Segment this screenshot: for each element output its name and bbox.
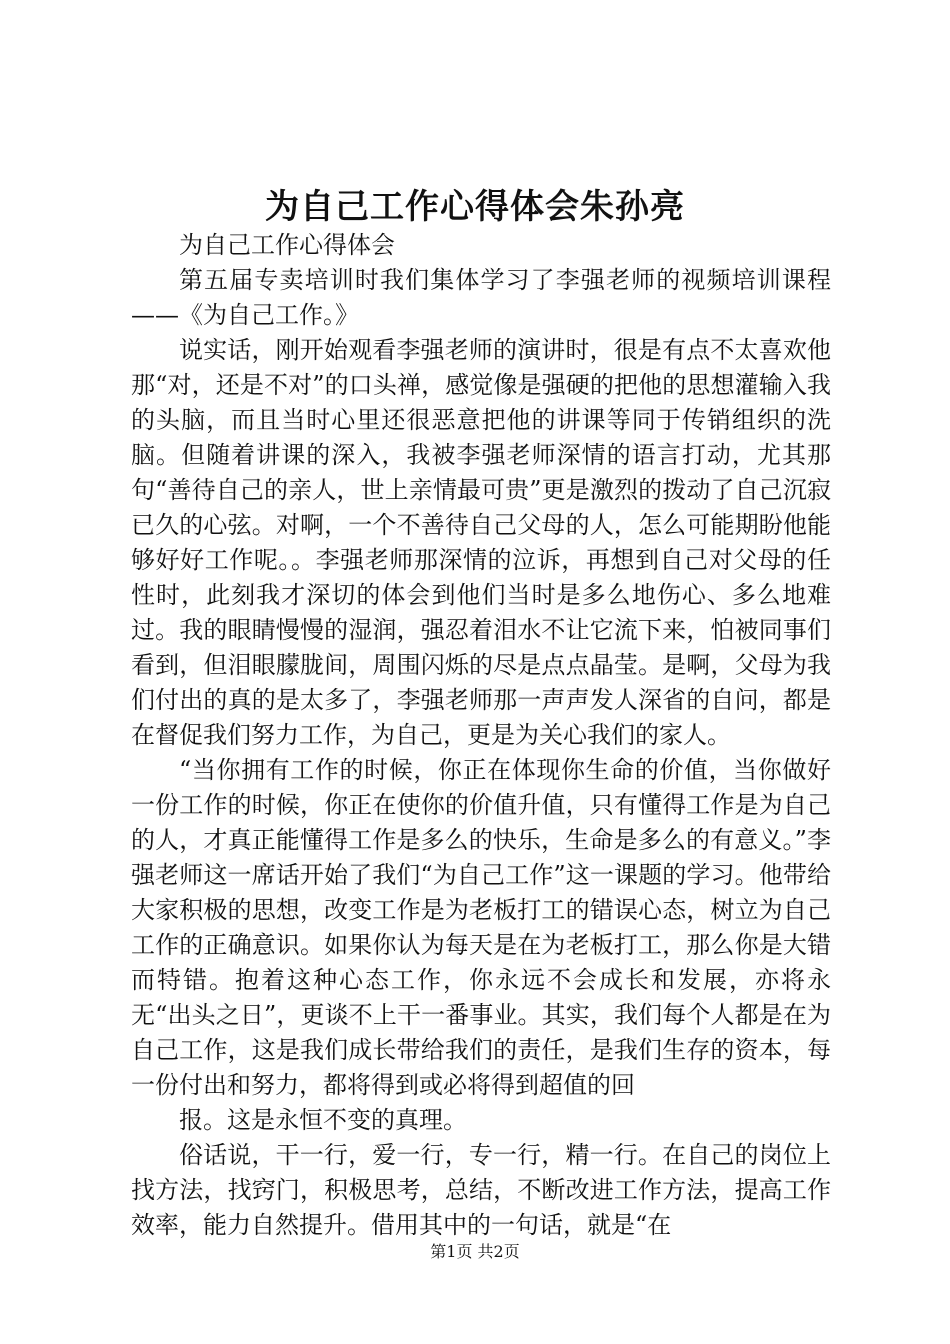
document-body [131, 228, 831, 1243]
body-paragraph: 俗话说，干一行，爱一行，专一行，精一行。在自己的岗位上找方法，找窍门，积极思考，总结，不断改进工作方法，提高工作效率，能力自然提升。借用其中的一句话，就是“在 [131, 1141, 831, 1239]
body-paragraph: 报。这是永恒不变的真理。 [179, 1106, 467, 1134]
document-title: 为自己工作心得体会朱孙亮 [265, 187, 685, 227]
subtitle-paragraph: 为自己工作心得体会 [179, 231, 395, 259]
body-paragraph: 第五届专卖培训时我们集体学习了李强老师的视频培训课程——《为自己工作。》 [131, 266, 831, 329]
body-paragraph: 说实话，刚开始观看李强老师的演讲时，很是有点不太喜欢他那“对，还是不对”的口头禅，感觉像是强硬的把他的思想灌输入我的头脑，而且当时心里还很恶意把他的讲课等同于传销组织的洗脑。但随着讲课的深入，我被李强老师深情的语言打动，尤其那句“善待自己的亲人，世上亲情最可贵”更是激烈的拨动了自己沉寂已久的心弦。对啊，一个不善待自己父母的人，怎么可能期盼他能够好好工作呢。。李强老师那深情的泣诉，再想到自己对父母的任性时，此刻我才深切的体会到他们当时是多么地伤心、多么地难过。我的眼睛慢慢的湿润，强忍着泪水不让它流下来，怕被同事们看到，但泪眼朦胧间，周围闪烁的尽是点点晶莹。是啊，父母为我们付出的真的是太多了，李强老师那一声声发人深省的自问，都是在督促我们努力工作，为自己，更是为关心我们的家人。 [131, 336, 831, 749]
page-number-footer: 第1页 共2页 [430, 1242, 520, 1261]
body-paragraph: “当你拥有工作的时候，你正在体现你生命的价值，当你做好一份工作的时候，你正在使你的价值升值，只有懂得工作是为自己的人，才真正能懂得工作是多么的快乐，生命是多么的有意义。”李强老师这一席话开始了我们“为自己工作”这一课题的学习。他带给大家积极的思想，改变工作是为老板打工的错误心态，树立为自己工作的正确意识。如果你认为每天是在为老板打工，那么你是大错而特错。抱着这种心态工作，你永远不会成长和发展，亦将永无“出头之日”，更谈不上干一番事业。其实，我们每个人都是在为自己工作，这是我们成长带给我们的责任，是我们生存的资本，每一份付出和努力，都将得到或必将得到超值的回 [131, 756, 831, 1099]
